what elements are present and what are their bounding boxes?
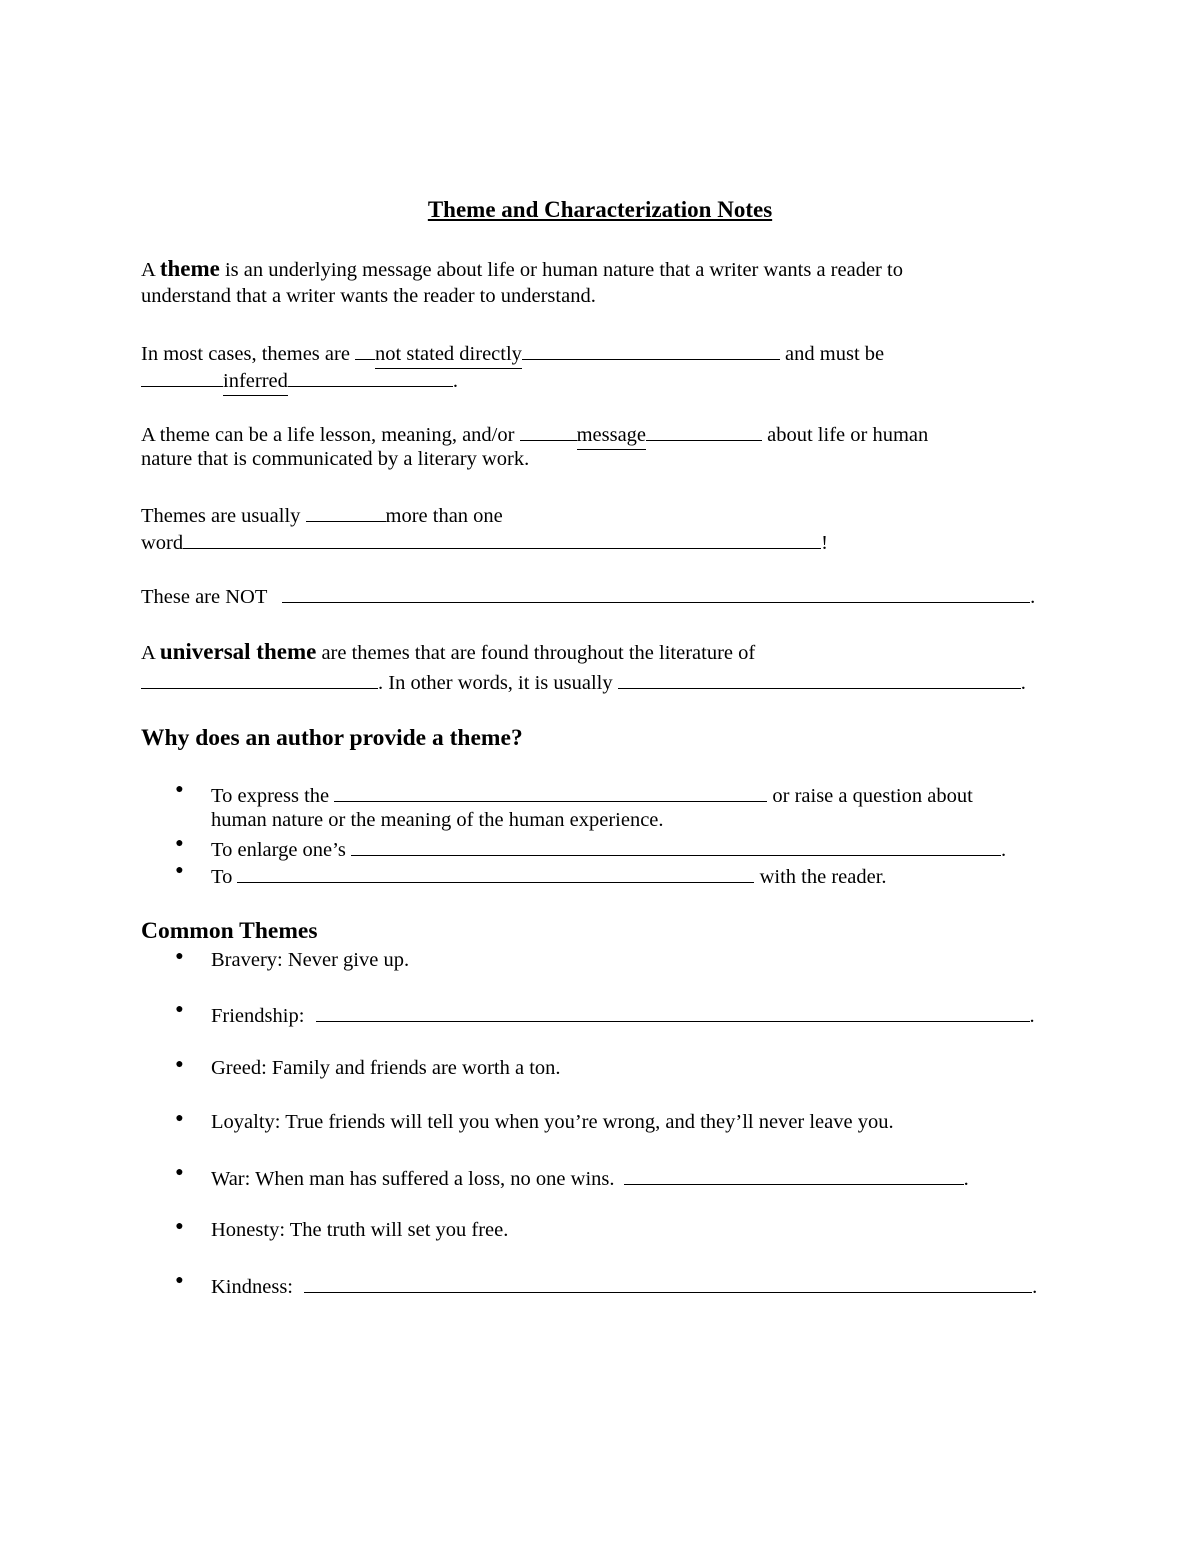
- text: .: [1030, 586, 1036, 608]
- page-title: Theme and Characterization Notes: [427, 197, 773, 222]
- fill-blank: [183, 527, 821, 549]
- bullet-icon: ●: [175, 863, 184, 878]
- text: .: [1029, 1005, 1035, 1027]
- fill-blank: [282, 581, 1030, 603]
- bullet-icon: ●: [175, 1111, 184, 1126]
- text: A theme can be a life lesson, meaning, and/or: [141, 424, 520, 446]
- why-bullet-1-line-2: human nature or the meaning of the human experience.: [211, 809, 664, 831]
- text: .: [1020, 672, 1026, 694]
- theme-life-lesson-line-2: nature that is communicated by a literary work.: [141, 448, 530, 470]
- text: To express the: [211, 785, 335, 807]
- text: Friendship:: [211, 1005, 310, 1027]
- universal-theme-line-2: [141, 667, 1026, 697]
- bullet-icon: ●: [175, 782, 184, 797]
- text: War: When man has suffered a loss, no one wins.: [211, 1168, 620, 1190]
- theme-war: [211, 1163, 969, 1193]
- text: .: [1000, 839, 1007, 861]
- fill-blank: [618, 667, 1021, 689]
- fill-blank: [141, 365, 223, 387]
- theme-friendship: [211, 1000, 1035, 1030]
- text: and must be: [779, 343, 885, 365]
- text: These are NOT: [141, 586, 273, 608]
- bullet-icon: ●: [175, 1219, 184, 1234]
- theme-bravery: Bravery: Never give up.: [211, 949, 410, 971]
- bullet-icon: ●: [175, 949, 184, 964]
- bullet-icon: ●: [175, 1057, 184, 1072]
- text: To: [211, 866, 238, 888]
- theme-kindness: [211, 1271, 1037, 1301]
- universal-theme-line-1: [141, 638, 755, 667]
- why-bullet-3: [211, 861, 887, 891]
- why-bullet-2: [211, 834, 1006, 864]
- theme-greed: Greed: Family and friends are worth a ton.: [211, 1057, 561, 1079]
- text: !: [821, 532, 828, 554]
- text: Themes are usually: [141, 505, 306, 527]
- text: .: [452, 370, 458, 392]
- fill-answer-message: message: [577, 422, 646, 450]
- themes-usually-line-1: [141, 500, 503, 530]
- bullet-icon: ●: [175, 1002, 184, 1017]
- fill-blank: [237, 861, 754, 883]
- text: A: [141, 642, 160, 664]
- fill-answer-inferred: inferred: [223, 368, 288, 396]
- text: . In other words, it is usually: [378, 672, 618, 694]
- text: is an underlying message about life or human nature that a writer wants a reader to: [219, 259, 903, 281]
- fill-blank: [306, 500, 386, 522]
- term-theme: theme: [159, 256, 220, 281]
- text: In most cases, themes are: [141, 343, 356, 365]
- fill-blank: [522, 338, 780, 360]
- theme-definition-line-2: understand that a writer wants the reader to understand.: [141, 285, 596, 307]
- fill-blank: [646, 419, 762, 441]
- why-bullet-1-line-1: [211, 780, 973, 810]
- fill-blank: [520, 419, 577, 441]
- fill-blank: [141, 667, 378, 689]
- fill-answer-not-stated: not stated directly: [375, 341, 522, 369]
- text: are themes that are found throughout the literature of: [316, 642, 756, 664]
- fill-blank: [624, 1163, 964, 1185]
- theme-loyalty: Loyalty: True friends will tell you when you’re wrong, and they’ll never leave you.: [211, 1111, 894, 1133]
- text: To enlarge one’s: [211, 839, 351, 861]
- fill-blank: [355, 338, 375, 360]
- fill-blank: [288, 365, 453, 387]
- fill-blank: [351, 834, 1001, 856]
- text: or raise a question about: [767, 785, 973, 807]
- text: A: [141, 259, 160, 281]
- text: .: [1032, 1276, 1038, 1298]
- fill-blank: [304, 1271, 1032, 1293]
- fill-answer-more-than-one: more than one: [385, 505, 503, 527]
- term-universal-theme: universal theme: [159, 639, 317, 664]
- themes-stated-line-2: [141, 365, 458, 396]
- fill-blank: [316, 1000, 1030, 1022]
- bullet-icon: ●: [175, 836, 184, 851]
- theme-definition-line-1: [141, 255, 903, 284]
- bullet-icon: ●: [175, 1273, 184, 1288]
- text: .: [963, 1168, 969, 1190]
- bullet-icon: ●: [175, 1165, 184, 1180]
- fill-answer-word: word: [141, 532, 184, 554]
- theme-honesty: Honesty: The truth will set you free.: [211, 1219, 509, 1241]
- common-themes-heading: Common Themes: [141, 918, 318, 944]
- text: Kindness:: [211, 1276, 299, 1298]
- text: with the reader.: [754, 866, 887, 888]
- text: about life or human: [762, 424, 929, 446]
- these-are-not-line: [141, 581, 1035, 611]
- why-heading: Why does an author provide a theme?: [141, 725, 523, 751]
- themes-usually-line-2: [141, 527, 828, 557]
- fill-blank: [334, 780, 767, 802]
